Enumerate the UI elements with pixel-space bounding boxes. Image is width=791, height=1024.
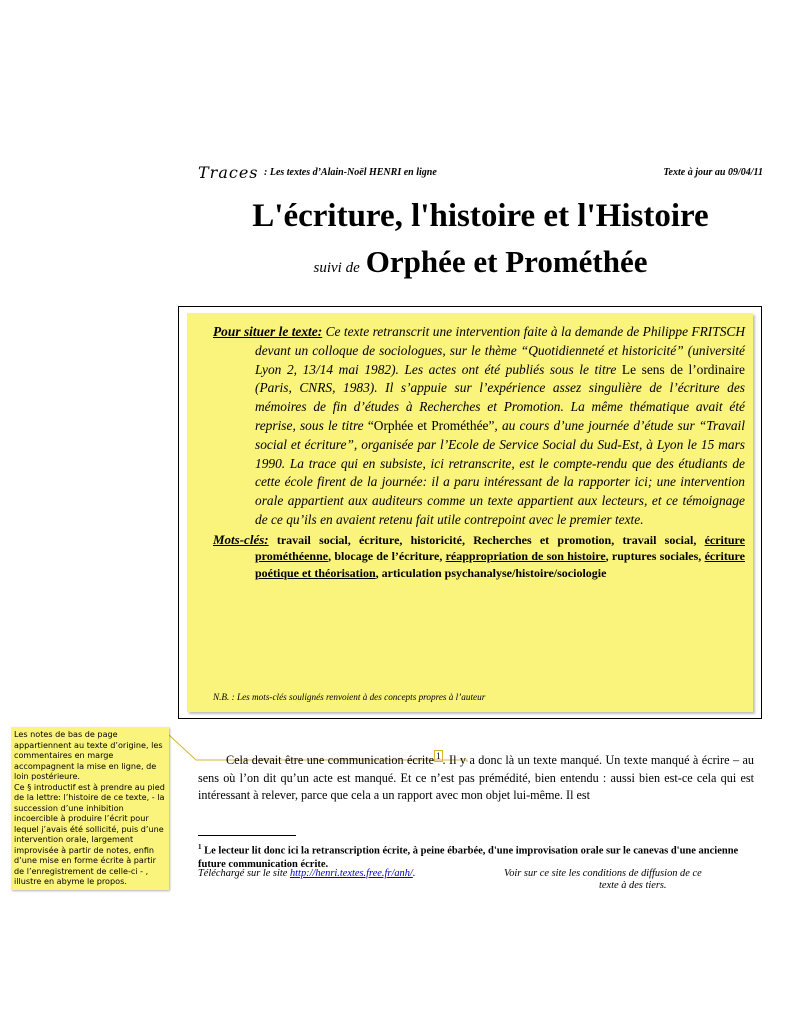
conditions-line-1: Voir sur ce site les conditions de diffusion de ce: [504, 868, 702, 879]
footnote-divider: [198, 835, 296, 836]
download-suffix: .: [412, 868, 416, 879]
conditions-notice: [504, 868, 754, 892]
footnote-number: 1: [198, 843, 202, 851]
keywords-text-1: travail social, écriture, historicité, Recherches et promotion, travail social,: [268, 532, 705, 547]
body-lead: Cela devait être une communication écrite: [226, 753, 435, 767]
download-prefix: Téléchargé sur le site: [198, 868, 290, 879]
document-title: L'écriture, l'histoire et l'Histoire: [252, 198, 709, 234]
nb-note: N.B. : Les mots-clés soulignés renvoient à des concepts propres à l’auteur: [213, 692, 486, 702]
situer-title-2: “Orphée et Prométhée”: [367, 417, 495, 433]
subtitle-prefix: suivi de: [313, 260, 360, 276]
situer-book-title: Le sens de l’ordinaire: [621, 361, 745, 377]
site-link[interactable]: http://henri.textes.free.fr/anh/: [289, 868, 413, 879]
margin-comment-p1: Les notes de bas de page appartiennent au texte d’origine, les commentaires en marge accompagnent la mise en ligne, de loin postérieure.: [14, 729, 163, 781]
header-date: Texte à jour au 09/04/11: [663, 167, 763, 178]
download-notice: [198, 868, 415, 879]
footnote-text: Le lecteur lit donc ici la retranscription écrite, à peine ébarbée, d'une improvisation orale sur le canevas d'une ancienne future communication écrite.: [198, 845, 739, 870]
margin-comment: [11, 727, 169, 890]
keyword-underlined-1: écriture prométhéenne: [255, 532, 745, 564]
body-paragraph: [198, 752, 754, 805]
header-byline: : Les textes d’Alain-Noël HENRI en ligne: [264, 167, 437, 178]
footnote-reference[interactable]: 1: [436, 750, 441, 761]
keyword-underlined-3: écriture poétique et théorisation: [255, 549, 745, 580]
body-text: [198, 752, 754, 805]
keywords-text-4: , articulation psychanalyse/histoire/sociologie: [375, 565, 607, 580]
margin-comment-p2: Ce § introductif est à prendre au pied de la lettre: l’histoire de ce texte, - la succession d’une inhibition incoercible à produire l’écrit pour lequel j’avais été sollicité, puis d’une intervention orale, largement improvisée à partir de notes, enfin d’une mise en forme écrite à partir de l’enregistrement de celle-ci - , illustre en abyme le propos.: [14, 781, 165, 886]
keywords-label: Mots-clés:: [213, 531, 269, 547]
subtitle-text: Orphée et Prométhée: [365, 244, 648, 279]
conditions-line-2: texte à des tiers.: [599, 880, 667, 891]
situer-text-2: (Paris, CNRS, 1983). Il s’appuie sur l’expérience assez singulière de l’écriture des mémoires de fin d’études à Recherches et Promotion. La même thématique avait été reprise, sous le titre: [255, 380, 745, 433]
keyword-underlined-2: réappropriation de son histoire: [445, 549, 606, 564]
situer-text-3: , au cours d’une journée d’étude sur “Travail social et écriture”, organisée par l’Ecole de Service Social du Sud-Est, à Lyon le 15 mars 1990. La trace qui en subsiste, ici retranscrite, est le compte-rendu que des étudiants de cette école firent de la journée: il a paru intéressant de la rapporter ici; une intervention orale appartient aux auditeurs comme un texte appartient aux lecteurs, et ce témoignage de ce qu’ils en avaient retenu fait utile contrepoint avec le premier texte.: [255, 417, 746, 527]
keywords-text-2: , blocage de l’écriture,: [328, 549, 446, 564]
brand-logo-text: Traces: [198, 163, 259, 182]
situer-text-1: Ce texte retranscrit une intervention faite à la demande de Philippe FRITSCH devant un colloque de sociologues, sur le thème “Quotidienneté et historicité” (université Lyon 2, 13/14 mai 1982). Les actes ont été publiés sous le titre: [255, 324, 745, 377]
situer-label: Pour situer le texte:: [213, 324, 323, 339]
keywords-text-3: , ruptures sociales,: [605, 549, 705, 564]
body-rest: . Il y a donc là un texte manqué. Un texte manqué à écrire – au sens où l’on dit qu’un acte est manqué. Et ce n’est pas prémédité, bien entendu : aussi bien est-ce cela qui est intéressant à relever, parce que cela a un rapport avec mon objet lui-même. Il est: [198, 753, 754, 802]
footnote: [198, 841, 754, 871]
